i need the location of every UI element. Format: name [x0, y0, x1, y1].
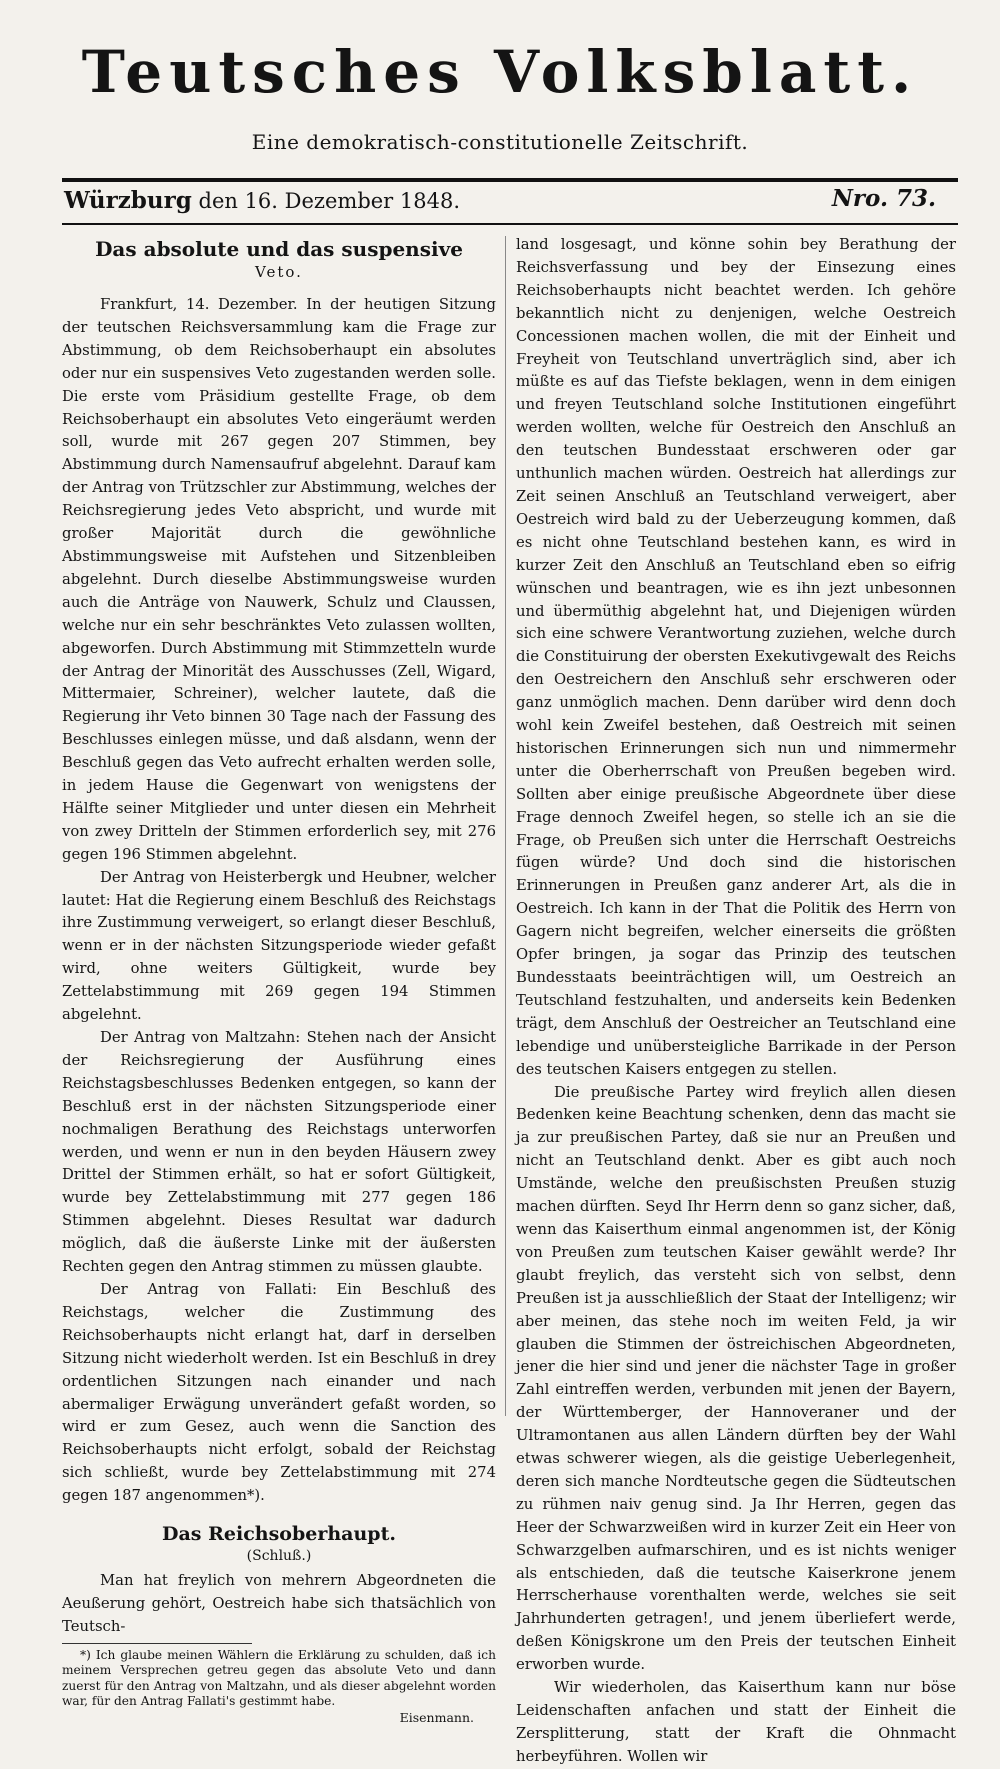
footnote-rule [62, 1643, 252, 1644]
right-column-paragraph: Die preußische Partey wird freylich allen diesen Bedenken keine Beachtung schenken, denn das macht sie ja zur preußischen Partey, daß sie nur an Preußen und nicht an Teutschland denkt. Aber es gibt auch noch Umstände, welche den preußischsten Preußen stuzig machen dürften. Seyd Ihr Herrn denn so ganz sicher, daß, wenn das Kaiserthum einmal angenommen ist, der König von Preußen zum teutschen Kaiser gewählt werde? Ihr glaubt freylich, das versteht sich von selbst, denn Preußen ist ja ausschließlich der Staat der Intelligenz; wir aber meinen, das stehe noch im weiten Feld, ja wir glauben die Stimmen der östreichischen Abgeordneten, jener die hier sind und jener die nächster Tage in großer Zahl eintreffen werden, verbunden mit jenen der Bayern, der Württemberger, der Hannoveraner und der Ultramontanen aus allen Ländern dürften bey der Wahl etwas schwerer wiegen, als die geistige Ueberlegenheit, deren sich manche Nordteutsche gegen die Südteutschen zu rühmen naiv genug sind. Ja Ihr Herren, gegen das Heer der Schwarzweißen wird in kurzer Zeit ein Heer von Schwarzgelben aufmarschiren, und es ist nichts weniger als entschieden, daß die teutsche Kaiserkrone jenem Herrscherhause vorenthalten werde, welches sie seit Jahrhunderten getragen!, und jenem überliefert werde, deßen Königskrone um den Preis der teutschen Einheit erworben wurde. [516, 1083, 956, 1674]
dateline-date: den 16. Dezember 1848. [198, 189, 461, 213]
issue-number: Nro. 73. [831, 185, 936, 212]
article-reichsoberhaupt-subtitle: (Schluß.) [246, 1548, 312, 1565]
article-veto-title: Das absolute und das suspensive [95, 237, 463, 261]
dateline [64, 187, 460, 214]
article-veto-paragraph: Der Antrag von Fallati: Ein Beschluß des Reichstags, welcher die Zustimmung des Reichsoberhaupts nicht erlangt hat, darf in derselben Sitzung nicht wiederholt werden. Ist ein Beschluß in drey ordentlichen Sitzungen nach einander und nach abermaliger Erwägung unverändert gefaßt worden, so wird er zum Gesez, auch wenn die Sanction des Reichsoberhaupts nicht erfolgt, sobald der Reichstag sich schließt, wurde bey Zettelabstimmung mit 274 gegen 187 angenommen*). [62, 1280, 496, 1505]
article-veto-paragraph: Frankfurt, 14. Dezember. In der heutigen Sitzung der teutschen Reichsversammlung kam die Frage zur Abstimmung, ob dem Reichsoberhaupt ein absolutes oder nur ein suspensives Veto zugestanden werden solle. Die erste vom Präsidium gestellte Frage, ob dem Reichsoberhaupt ein absolutes Veto eingeräumt werden soll, wurde mit 267 gegen 207 Stimmen, bey Abstimmung durch Namensaufruf abgelehnt. Darauf kam der Antrag von Trützschler zur Abstimmung, welches der Reichsregierung jedes Veto abspricht, und wurde mit großer Majorität durch die gewöhnliche Abstimmungsweise mit Aufstehen und Sitzenbleiben abgelehnt. Durch dieselbe Abstimmungsweise wurden auch die Anträge von Nauwerk, Schulz und Claussen, welche nur ein sehr beschränktes Veto zulassen wollten, abgeworfen. Durch Abstimmung mit Stimmzetteln wurde der Antrag der Minorität des Ausschusses (Zell, Wigard, Mittermaier, Schreiner), welcher lautete, daß die Regierung ihr Veto binnen 30 Tage nach der Fassung des Beschlusses einlegen müsse, und daß alsdann, wenn der Beschluß gegen das Veto aufrecht erhalten werden solle, in jedem Hause die Gegenwart von wenigstens der Hälfte seiner Mitglieder und unter diesen ein Mehrheit von zwey Dritteln der Stimmen erforderlich sey, mit 276 gegen 196 Stimmen abgelehnt. [62, 296, 496, 863]
article-veto-subtitle: Veto. [255, 263, 303, 281]
header-rule-bottom [62, 223, 958, 225]
right-column-paragraph: Wir wiederholen, das Kaiserthum kann nur böse Leidenschaften anfachen und statt der Einheit die Zersplitterung, statt der Kraft die Ohnmacht herbeyführen. Wollen wir [516, 1679, 956, 1765]
article-veto-paragraph: Der Antrag von Heisterbergk und Heubner, welcher lautet: Hat die Regierung einem Beschluß des Reichstags ihre Zustimmung verweigert, so erlangt dieser Beschluß, wenn er in der nächsten Sitzungsperiode wieder gefaßt wird, ohne weiters Gültigkeit, wurde bey Zettelabstimmung mit 269 gegen 194 Stimmen abgelehnt. [62, 868, 496, 1024]
newspaper-subtitle: Eine demokratisch-constitutionelle Zeitschrift. [251, 130, 749, 154]
right-column-paragraph: land losgesagt, und könne sohin bey Berathung der Reichsverfassung und bey der Einsezung eines Reichsoberhaupts nicht beachtet werden. Ich gehöre bekanntlich nicht zu denjenigen, welche Oestreich Concessionen machen wollen, die mit der Einheit und Freyheit von Teutschland unverträglich sind, aber ich müßte es auf das Tiefste beklagen, wenn in dem einigen und freyen Teutschland solche Institutionen eingeführt werden wollten, welche für Oestreich den Anschluß an den teutschen Bundesstaat erschweren oder gar unthunlich machen würden. Oestreich hat allerdings zur Zeit seinen Anschluß an Teutschland verweigert, aber Oestreich wird bald zu der Ueberzeugung kommen, daß es nicht ohne Teutschland bestehen kann, es wird in kurzer Zeit den Anschluß an Teutschland eben so eifrig wünschen und beantragen, wie es ihn jezt unbesonnen und übermüthig abgelehnt hat, und Diejenigen würden sich eine schwere Verantwortung zuziehen, welche durch die Constituirung der obersten Exekutivgewalt des Reichs den Oestreichern den Anschluß sehr erschweren oder ganz unmöglich machen. Denn darüber wird denn doch wohl kein Zweifel bestehen, daß Oestreich mit seinen historischen Erinnerungen sich nun und nimmermehr unter die Oberherrschaft von Preußen begeben wird. Sollten aber einige preußische Abgeordnete über diese Frage dennoch Zweifel hegen, so stelle ich an sie die Frage, ob Preußen sich unter die Herrschaft Oestreichs fügen würde? Und doch sind die historischen Erinnerungen in Preußen ganz anderer Art, als die in Oestreich. Ich kann in der That die Politik des Herrn von Gagern nicht begreifen, welcher einerseits die größten Opfer bringen, ja sogar das Prinzip des teutschen Bundesstaats beeinträchtigen will, um Oestreich an Teutschland festzuhalten, und anderseits kein Bedenken trägt, dem Anschluß der Oestreicher an Teutschland eine lebendige und unübersteigliche Barrikade in der Person des teutschen Kaisers entgegen zu stellen. [516, 236, 956, 1078]
left-column [62, 236, 496, 1726]
footnote-signature: Eisenmann. [399, 1709, 474, 1725]
right-column [516, 234, 956, 1769]
article-veto-paragraph: Der Antrag von Maltzahn: Stehen nach der Ansicht der Reichsregierung der Ausführung eines Reichstagsbeschlusses Bedenken entgegen, so kann der Beschluß erst in der nächsten Sitzungsperiode einer nochmaligen Berathung des Reichstags unterworfen werden, und wenn er nun in den beyden Häusern zwey Drittel der Stimmen erhält, so hat er sofort Gültigkeit, wurde bey Zettelabstimmung mit 277 gegen 186 Stimmen abgelehnt. Dieses Resultat war dadurch möglich, daß die äußerste Linke mit der äußersten Rechten gegen den Antrag stimmen zu müssen glaubte. [62, 1029, 496, 1276]
footnote-text: *) Ich glaube meinen Wählern die Erklärung zu schulden, daß ich meinem Versprechen getreu gegen das absolute Veto und dann zuerst für den Antrag von Maltzahn, und als dieser abgelehnt worden war, für den Antrag Fallati's gestimmt habe. [62, 1647, 496, 1709]
header-rule-top [62, 178, 958, 182]
newspaper-title: Teutsches Volksblatt. [81, 38, 919, 106]
dateline-place: Würzburg [64, 187, 192, 214]
column-divider [505, 236, 506, 1416]
article-reichsoberhaupt-title: Das Reichsoberhaupt. [162, 1523, 396, 1546]
article-reichsoberhaupt-paragraph: Man hat freylich von mehrern Abgeordneten die Aeußerung gehört, Oestreich habe sich thatsächlich von Teutsch- [62, 1572, 496, 1635]
